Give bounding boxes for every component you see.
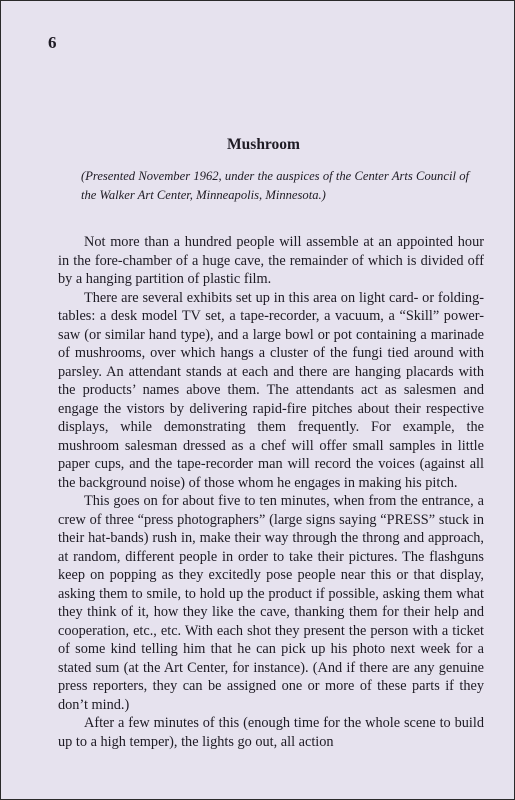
paragraph: There are several exhibits set up in this area on light card- or folding-tables: a desk model TV set, a tape-recorder, a vacuum, a “Skill” power-saw (or similar hand type), and a large bowl or pot containing a marinade of mushrooms, over which hangs a cluster of the fungi tied around with parsley. An attendant stands at each and there are hanging placards with the products’ names above them. The attendants act as salesmen and engage the vistors by delivering rapid-fire pitches about their respective displays, while demonstrating them frequently. For example, the mushroom salesman dressed as a chef will offer small samples in little paper cups, and the tape-recorder man will record the voices (against all the background noise) of those whom he engages in making his pitch.	[58, 289, 484, 491]
paragraph: This goes on for about five to ten minutes, when from the entrance, a crew of three “press photographers” (large signs saying “PRESS” stuck in their hat-bands) rush in, make their way through the throng and approach, at random, different people in order to take their pictures. The flashguns keep on popping as they excitedly pose people near this or that display, asking them to smile, to hold up the product if possible, asking them what they think of it, how they like the cave, thanking them for their help and cooperation, etc., etc. With each shot they present the person with a ticket of some kind telling him that he can pick up his photo next week for a stated sum (at the Art Center, for instance). (And if there are any genuine press reporters, they can be assigned one or more of these parts if they don’t mind.)	[58, 493, 484, 713]
section-title: Mushroom	[227, 136, 300, 153]
body-text	[58, 233, 484, 751]
page-number: 6	[48, 33, 57, 52]
paragraph: Not more than a hundred people will assemble at an appointed hour in the fore-chamber of a huge cave, the remainder of which is divided off by a hanging partition of plastic film.	[58, 234, 484, 287]
presentation-note: (Presented November 1962, under the auspices of the Center Arts Council of the Walker Art Center, Minneapolis, Minnesota.)	[81, 169, 469, 202]
paragraph: After a few minutes of this (enough time for the whole scene to build up to a high temper), the lights go out, all action	[58, 715, 484, 750]
